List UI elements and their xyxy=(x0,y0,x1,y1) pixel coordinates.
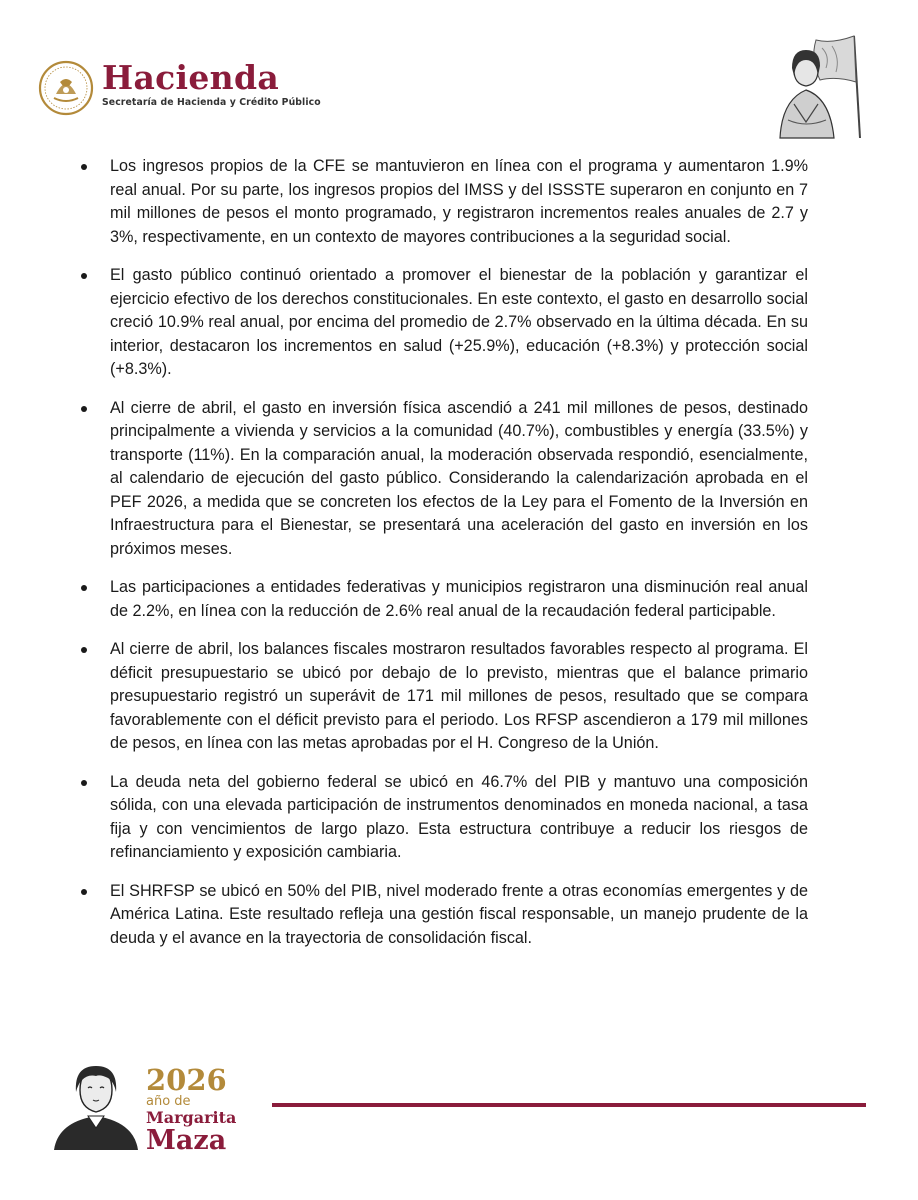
honoree-first-name: Margarita xyxy=(146,1108,237,1127)
bullet-text: Al cierre de abril, los balances fiscales mostraron resultados favorables respecto al programa. El déficit presupuestario se ubicó por debajo de lo previsto, mientras que el balance primario presupuestario registró un superávit de 171 mil millones de pesos, resultado que se compara favorablemente con el déficit previsto para el periodo. Los RFSP ascendieron a 179 mil millones de pesos, en línea con las metas aprobadas por el H. Congreso de la Unión. xyxy=(110,640,808,752)
bullet-dot-icon xyxy=(81,889,87,895)
list-item xyxy=(110,771,808,865)
list-item xyxy=(110,638,808,756)
bullet-list xyxy=(110,155,808,965)
list-item xyxy=(110,576,808,623)
bullet-text: Las participaciones a entidades federativas y municipios registraron una disminución real anual de 2.2%, en línea con la reducción de 2.6% real anual de la recaudación federal participable. xyxy=(110,578,808,620)
bullet-text: El gasto público continuó orientado a promover el bienestar de la población y garantizar el ejercicio efectivo de los derechos constitucionales. En este contexto, el gasto en desarrollo social creció 10.9% real anual, por encima del promedio de 2.7% observado en la última década. En su interior, destacaron los incrementos en salud (+25.9%), educación (+8.3%) y protección social (+8.3%). xyxy=(110,266,808,378)
honoree-last-name: Maza xyxy=(146,1125,227,1156)
brand-subtitle: Secretaría de Hacienda y Crédito Público xyxy=(102,97,321,108)
woman-with-flag-icon xyxy=(770,30,880,140)
bullet-text: Al cierre de abril, el gasto en inversión física ascendió a 241 mil millones de pesos, destinado principalmente a vivienda y servicios a la comunidad (40.7%), combustibles y energía (33.5%) y transporte (11%). En la comparación anual, la moderación observada respondió, esencialmente, al calendario de ejecución del gasto público. Considerando la calendarización aprobada en el PEF 2026, a medida que se concreten los efectos de la Ley para el Fomento de la Inversión en Infraestructura para el Bienestar, se presentará una aceleración del gasto en inversión en los próximos meses. xyxy=(110,398,808,558)
footer-divider xyxy=(272,1103,866,1107)
margarita-maza-portrait-icon xyxy=(50,1058,142,1150)
page-header xyxy=(38,58,880,148)
list-item xyxy=(110,397,808,562)
bullet-dot-icon xyxy=(81,406,87,412)
list-item xyxy=(110,880,808,951)
list-item xyxy=(110,155,808,249)
bullet-dot-icon xyxy=(81,273,87,279)
brand xyxy=(102,60,321,108)
bullet-text: El SHRFSP se ubicó en 50% del PIB, nivel moderado frente a otras economías emergentes y de América Latina. Este resultado refleja una gestión fiscal responsable, un manejo prudente de la deuda y el avance en la trayectoria de consolidación fiscal. xyxy=(110,881,808,947)
brand-title: Hacienda xyxy=(102,58,280,97)
coat-of-arms-seal-icon xyxy=(38,60,94,116)
bullet-text: La deuda neta del gobierno federal se ubicó en 46.7% del PIB y mantuvo una composición sólida, con una elevada participación de instrumentos denominados en moneda nacional, a tasa fija y con vencimientos de largo plazo. Esta estructura contribuye a reducir los riesgos de refinanciamiento y exposición cambiaria. xyxy=(110,772,808,861)
commemorative-year-block xyxy=(146,1063,237,1156)
year-number: 2026 xyxy=(146,1063,227,1097)
year-of-label: año de xyxy=(146,1094,191,1109)
bullet-dot-icon xyxy=(81,164,87,170)
bullet-dot-icon xyxy=(81,647,87,653)
list-item xyxy=(110,264,808,382)
page-footer xyxy=(50,1058,870,1158)
bullet-text: Los ingresos propios de la CFE se mantuvieron en línea con el programa y aumentaron 1.9% real anual. Por su parte, los ingresos propios del IMSS y del ISSSTE superaron en conjunto en 7 mil millones de pesos el monto programado, y registraron incrementos reales anuales de 2.7 y 3%, respectivamente, en un contexto de mayores contribuciones a la seguridad social. xyxy=(110,157,808,246)
bullet-dot-icon xyxy=(81,780,87,786)
bullet-dot-icon xyxy=(81,585,87,591)
